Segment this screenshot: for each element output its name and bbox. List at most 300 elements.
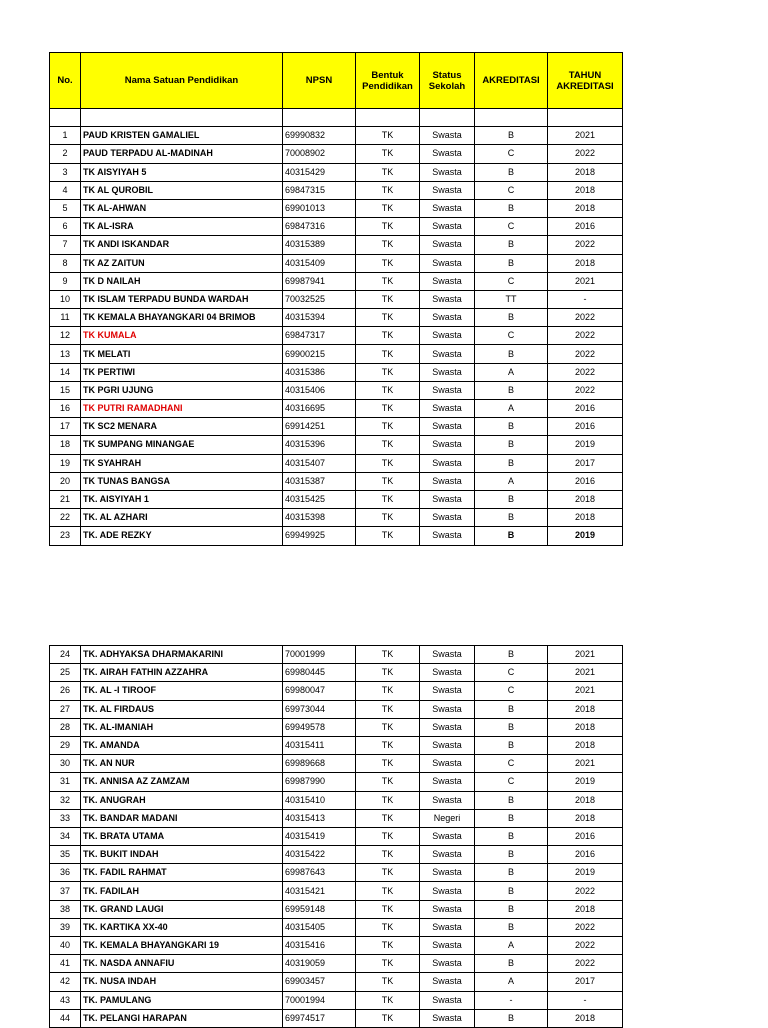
cell-tahun: 2019 [548, 773, 623, 791]
cell-nama: TK AL-ISRA [81, 218, 283, 236]
cell-npsn: 40315405 [283, 918, 356, 936]
spacer-row [50, 109, 623, 127]
cell-bentuk: TK [356, 773, 420, 791]
cell-akreditasi: C [475, 773, 548, 791]
cell-status: Swasta [420, 700, 475, 718]
table-row [50, 718, 623, 736]
table-row [50, 846, 623, 864]
cell-status: Negeri [420, 809, 475, 827]
cell-npsn: 69949925 [283, 527, 356, 545]
cell-no: 43 [50, 991, 81, 1009]
cell-nama: TK. AN NUR [81, 755, 283, 773]
cell-status: Swasta [420, 846, 475, 864]
cell-nama: TK KUMALA [81, 327, 283, 345]
cell-bentuk: TK [356, 973, 420, 991]
cell-tahun: 2016 [548, 400, 623, 418]
cell-no: 12 [50, 327, 81, 345]
cell-akreditasi: B [475, 509, 548, 527]
cell-bentuk: TK [356, 937, 420, 955]
cell-status: Swasta [420, 937, 475, 955]
cell-npsn: 40319059 [283, 955, 356, 973]
cell-npsn: 40315386 [283, 363, 356, 381]
table-row [50, 363, 623, 381]
cell-akreditasi: TT [475, 290, 548, 308]
cell-npsn: 40315409 [283, 254, 356, 272]
table-row [50, 199, 623, 217]
cell-tahun: 2018 [548, 181, 623, 199]
cell-no: 29 [50, 736, 81, 754]
cell-nama: TK PUTRI RAMADHANI [81, 400, 283, 418]
cell-tahun: 2018 [548, 1009, 623, 1027]
cell-akreditasi: B [475, 900, 548, 918]
cell-tahun: 2022 [548, 327, 623, 345]
cell-bentuk: TK [356, 682, 420, 700]
cell-no: 23 [50, 527, 81, 545]
cell-npsn: 40315396 [283, 436, 356, 454]
cell-no: 38 [50, 900, 81, 918]
cell-tahun: 2018 [548, 199, 623, 217]
table-row [50, 509, 623, 527]
table-row [50, 527, 623, 545]
cell-bentuk: TK [356, 218, 420, 236]
cell-status: Swasta [420, 827, 475, 845]
cell-bentuk: TK [356, 327, 420, 345]
cell-status: Swasta [420, 472, 475, 490]
cell-no: 37 [50, 882, 81, 900]
cell-bentuk: TK [356, 527, 420, 545]
cell-nama: TK. BRATA UTAMA [81, 827, 283, 845]
table-row [50, 327, 623, 345]
cell-akreditasi: C [475, 664, 548, 682]
cell-bentuk: TK [356, 827, 420, 845]
cell-status: Swasta [420, 773, 475, 791]
table-header-row [50, 53, 623, 109]
cell-nama: TK. GRAND LAUGI [81, 900, 283, 918]
cell-tahun: 2016 [548, 472, 623, 490]
header-status: Status Sekolah [420, 53, 475, 109]
table-row [50, 309, 623, 327]
cell-tahun: 2022 [548, 363, 623, 381]
table-row [50, 736, 623, 754]
cell-bentuk: TK [356, 509, 420, 527]
cell-tahun: 2018 [548, 736, 623, 754]
cell-npsn: 69989668 [283, 755, 356, 773]
cell-akreditasi: C [475, 218, 548, 236]
cell-npsn: 69980445 [283, 664, 356, 682]
table-row [50, 218, 623, 236]
cell-nama: TK ANDI ISKANDAR [81, 236, 283, 254]
cell-npsn: 40315387 [283, 472, 356, 490]
cell-akreditasi: - [475, 991, 548, 1009]
cell-nama: TK. BUKIT INDAH [81, 846, 283, 864]
cell-akreditasi: A [475, 363, 548, 381]
cell-nama: TK. PELANGI HARAPAN [81, 1009, 283, 1027]
cell-akreditasi: B [475, 736, 548, 754]
cell-npsn: 69987990 [283, 773, 356, 791]
cell-status: Swasta [420, 682, 475, 700]
cell-tahun: 2021 [548, 682, 623, 700]
table-row [50, 937, 623, 955]
cell-no: 1 [50, 127, 81, 145]
cell-bentuk: TK [356, 454, 420, 472]
cell-npsn: 69900215 [283, 345, 356, 363]
cell-bentuk: TK [356, 646, 420, 664]
cell-no: 28 [50, 718, 81, 736]
cell-tahun: 2018 [548, 718, 623, 736]
table-row [50, 900, 623, 918]
cell-akreditasi: B [475, 254, 548, 272]
cell-status: Swasta [420, 918, 475, 936]
cell-no: 19 [50, 454, 81, 472]
cell-bentuk: TK [356, 363, 420, 381]
cell-no: 33 [50, 809, 81, 827]
cell-no: 36 [50, 864, 81, 882]
cell-akreditasi: B [475, 454, 548, 472]
cell-nama: TK. NASDA ANNAFIU [81, 955, 283, 973]
cell-no: 21 [50, 490, 81, 508]
table-row [50, 1009, 623, 1027]
cell-tahun: 2021 [548, 646, 623, 664]
cell-tahun: 2022 [548, 955, 623, 973]
cell-status: Swasta [420, 236, 475, 254]
cell-akreditasi: B [475, 809, 548, 827]
cell-no: 35 [50, 846, 81, 864]
cell-akreditasi: B [475, 236, 548, 254]
table-row [50, 290, 623, 308]
cell-tahun: 2021 [548, 127, 623, 145]
cell-no: 3 [50, 163, 81, 181]
cell-status: Swasta [420, 400, 475, 418]
cell-nama: PAUD TERPADU AL-MADINAH [81, 145, 283, 163]
cell-akreditasi: B [475, 864, 548, 882]
cell-no: 15 [50, 381, 81, 399]
cell-bentuk: TK [356, 199, 420, 217]
cell-no: 24 [50, 646, 81, 664]
cell-tahun: 2022 [548, 236, 623, 254]
table-row [50, 918, 623, 936]
cell-akreditasi: A [475, 937, 548, 955]
cell-no: 5 [50, 199, 81, 217]
cell-bentuk: TK [356, 309, 420, 327]
cell-status: Swasta [420, 381, 475, 399]
cell-nama: TK. ADHYAKSA DHARMAKARINI [81, 646, 283, 664]
table-row [50, 827, 623, 845]
cell-bentuk: TK [356, 436, 420, 454]
cell-tahun: 2018 [548, 490, 623, 508]
cell-nama: TK D NAILAH [81, 272, 283, 290]
cell-tahun: 2022 [548, 345, 623, 363]
cell-bentuk: TK [356, 400, 420, 418]
table-row [50, 955, 623, 973]
cell-npsn: 40315429 [283, 163, 356, 181]
cell-nama: TK PERTIWI [81, 363, 283, 381]
cell-bentuk: TK [356, 700, 420, 718]
cell-status: Swasta [420, 718, 475, 736]
cell-tahun: 2019 [548, 436, 623, 454]
table-row [50, 400, 623, 418]
cell-bentuk: TK [356, 236, 420, 254]
cell-no: 13 [50, 345, 81, 363]
cell-tahun: 2019 [548, 864, 623, 882]
cell-status: Swasta [420, 272, 475, 290]
cell-status: Swasta [420, 127, 475, 145]
cell-no: 17 [50, 418, 81, 436]
cell-npsn: 69987941 [283, 272, 356, 290]
cell-nama: TK. ANUGRAH [81, 791, 283, 809]
cell-status: Swasta [420, 418, 475, 436]
cell-status: Swasta [420, 199, 475, 217]
cell-nama: TK SYAHRAH [81, 454, 283, 472]
cell-npsn: 69987643 [283, 864, 356, 882]
cell-akreditasi: B [475, 791, 548, 809]
cell-npsn: 40315407 [283, 454, 356, 472]
cell-nama: TK. ADE REZKY [81, 527, 283, 545]
header-npsn: NPSN [283, 53, 356, 109]
cell-nama: TK. AIRAH FATHIN AZZAHRA [81, 664, 283, 682]
cell-no: 2 [50, 145, 81, 163]
cell-npsn: 69959148 [283, 900, 356, 918]
school-table-page-1 [49, 52, 623, 546]
cell-tahun: 2016 [548, 218, 623, 236]
cell-tahun: 2022 [548, 918, 623, 936]
header-tahun: TAHUN AKREDITASI [548, 53, 623, 109]
cell-bentuk: TK [356, 755, 420, 773]
cell-bentuk: TK [356, 145, 420, 163]
cell-akreditasi: B [475, 700, 548, 718]
cell-status: Swasta [420, 900, 475, 918]
cell-nama: TK. AL-IMANIAH [81, 718, 283, 736]
cell-bentuk: TK [356, 272, 420, 290]
table-row [50, 490, 623, 508]
cell-akreditasi: B [475, 199, 548, 217]
cell-no: 7 [50, 236, 81, 254]
cell-npsn: 40315422 [283, 846, 356, 864]
table-row [50, 345, 623, 363]
table-row [50, 454, 623, 472]
cell-no: 32 [50, 791, 81, 809]
cell-bentuk: TK [356, 127, 420, 145]
table-row [50, 254, 623, 272]
cell-nama: TK AL-AHWAN [81, 199, 283, 217]
cell-tahun: 2022 [548, 145, 623, 163]
cell-status: Swasta [420, 664, 475, 682]
cell-no: 20 [50, 472, 81, 490]
cell-akreditasi: B [475, 436, 548, 454]
cell-bentuk: TK [356, 181, 420, 199]
table-row [50, 163, 623, 181]
table-body-2 [50, 646, 623, 1028]
cell-tahun: 2018 [548, 254, 623, 272]
cell-tahun: - [548, 290, 623, 308]
cell-status: Swasta [420, 327, 475, 345]
cell-npsn: 70032525 [283, 290, 356, 308]
cell-no: 39 [50, 918, 81, 936]
cell-bentuk: TK [356, 664, 420, 682]
cell-bentuk: TK [356, 882, 420, 900]
cell-nama: TK. PAMULANG [81, 991, 283, 1009]
cell-npsn: 40315425 [283, 490, 356, 508]
cell-status: Swasta [420, 973, 475, 991]
cell-no: 4 [50, 181, 81, 199]
cell-tahun: 2021 [548, 272, 623, 290]
cell-status: Swasta [420, 345, 475, 363]
cell-akreditasi: C [475, 272, 548, 290]
cell-no: 44 [50, 1009, 81, 1027]
table-row [50, 472, 623, 490]
cell-nama: TK SUMPANG MINANGAE [81, 436, 283, 454]
cell-akreditasi: B [475, 1009, 548, 1027]
cell-akreditasi: B [475, 955, 548, 973]
cell-nama: TK. NUSA INDAH [81, 973, 283, 991]
cell-npsn: 69847317 [283, 327, 356, 345]
cell-akreditasi: B [475, 882, 548, 900]
cell-nama: TK. FADIL RAHMAT [81, 864, 283, 882]
cell-status: Swasta [420, 755, 475, 773]
cell-npsn: 69973044 [283, 700, 356, 718]
cell-no: 30 [50, 755, 81, 773]
cell-bentuk: TK [356, 718, 420, 736]
cell-status: Swasta [420, 646, 475, 664]
cell-akreditasi: B [475, 490, 548, 508]
cell-akreditasi: C [475, 181, 548, 199]
school-table-page-2 [49, 645, 623, 1028]
cell-no: 18 [50, 436, 81, 454]
cell-tahun: 2018 [548, 791, 623, 809]
table-row [50, 973, 623, 991]
cell-npsn: 70001994 [283, 991, 356, 1009]
cell-npsn: 40315411 [283, 736, 356, 754]
cell-bentuk: TK [356, 791, 420, 809]
cell-bentuk: TK [356, 864, 420, 882]
cell-npsn: 69914251 [283, 418, 356, 436]
table-row [50, 700, 623, 718]
cell-nama: TK. ANNISA AZ ZAMZAM [81, 773, 283, 791]
header-no: No. [50, 53, 81, 109]
cell-akreditasi: B [475, 646, 548, 664]
cell-npsn: 69974517 [283, 1009, 356, 1027]
cell-akreditasi: B [475, 345, 548, 363]
cell-status: Swasta [420, 991, 475, 1009]
cell-status: Swasta [420, 163, 475, 181]
cell-bentuk: TK [356, 846, 420, 864]
cell-no: 10 [50, 290, 81, 308]
cell-nama: TK AL QUROBIL [81, 181, 283, 199]
cell-akreditasi: C [475, 145, 548, 163]
cell-status: Swasta [420, 436, 475, 454]
cell-bentuk: TK [356, 955, 420, 973]
cell-status: Swasta [420, 1009, 475, 1027]
cell-nama: TK. KARTIKA XX-40 [81, 918, 283, 936]
header-akreditasi: AKREDITASI [475, 53, 548, 109]
cell-tahun: 2016 [548, 418, 623, 436]
cell-nama: TK. BANDAR MADANI [81, 809, 283, 827]
cell-bentuk: TK [356, 381, 420, 399]
cell-tahun: 2018 [548, 509, 623, 527]
cell-nama: TK. AL AZHARI [81, 509, 283, 527]
cell-npsn: 69980047 [283, 682, 356, 700]
cell-tahun: - [548, 991, 623, 1009]
cell-npsn: 40316695 [283, 400, 356, 418]
cell-tahun: 2018 [548, 900, 623, 918]
cell-tahun: 2018 [548, 163, 623, 181]
cell-tahun: 2022 [548, 882, 623, 900]
cell-bentuk: TK [356, 345, 420, 363]
table-row [50, 145, 623, 163]
cell-no: 8 [50, 254, 81, 272]
cell-tahun: 2017 [548, 454, 623, 472]
cell-akreditasi: A [475, 400, 548, 418]
cell-akreditasi: B [475, 827, 548, 845]
cell-akreditasi: B [475, 309, 548, 327]
cell-akreditasi: C [475, 682, 548, 700]
cell-tahun: 2018 [548, 700, 623, 718]
table-row [50, 181, 623, 199]
cell-akreditasi: B [475, 527, 548, 545]
cell-npsn: 40315421 [283, 882, 356, 900]
table-row [50, 809, 623, 827]
cell-no: 6 [50, 218, 81, 236]
cell-akreditasi: B [475, 127, 548, 145]
cell-akreditasi: C [475, 755, 548, 773]
table-row [50, 418, 623, 436]
cell-status: Swasta [420, 363, 475, 381]
cell-no: 26 [50, 682, 81, 700]
cell-nama: TK. KEMALA BHAYANGKARI 19 [81, 937, 283, 955]
cell-bentuk: TK [356, 472, 420, 490]
cell-tahun: 2022 [548, 309, 623, 327]
cell-no: 16 [50, 400, 81, 418]
cell-akreditasi: B [475, 846, 548, 864]
cell-bentuk: TK [356, 809, 420, 827]
cell-npsn: 69847315 [283, 181, 356, 199]
cell-npsn: 70008902 [283, 145, 356, 163]
cell-bentuk: TK [356, 163, 420, 181]
cell-status: Swasta [420, 454, 475, 472]
cell-bentuk: TK [356, 900, 420, 918]
table-row [50, 773, 623, 791]
cell-nama: TK AISYIYAH 5 [81, 163, 283, 181]
cell-tahun: 2021 [548, 664, 623, 682]
cell-akreditasi: C [475, 327, 548, 345]
cell-status: Swasta [420, 309, 475, 327]
table-row [50, 682, 623, 700]
table-row [50, 664, 623, 682]
cell-npsn: 70001999 [283, 646, 356, 664]
header-bentuk: Bentuk Pendidikan [356, 53, 420, 109]
cell-bentuk: TK [356, 991, 420, 1009]
cell-no: 34 [50, 827, 81, 845]
cell-tahun: 2016 [548, 827, 623, 845]
cell-npsn: 69903457 [283, 973, 356, 991]
cell-npsn: 69901013 [283, 199, 356, 217]
table-row [50, 864, 623, 882]
cell-akreditasi: B [475, 163, 548, 181]
cell-status: Swasta [420, 882, 475, 900]
cell-status: Swasta [420, 509, 475, 527]
cell-npsn: 69847316 [283, 218, 356, 236]
cell-npsn: 69990832 [283, 127, 356, 145]
cell-tahun: 2018 [548, 809, 623, 827]
cell-npsn: 40315416 [283, 937, 356, 955]
cell-akreditasi: B [475, 381, 548, 399]
cell-npsn: 40315394 [283, 309, 356, 327]
cell-tahun: 2021 [548, 755, 623, 773]
table-row [50, 236, 623, 254]
cell-nama: TK KEMALA BHAYANGKARI 04 BRIMOB [81, 309, 283, 327]
cell-bentuk: TK [356, 418, 420, 436]
table-row [50, 791, 623, 809]
cell-status: Swasta [420, 145, 475, 163]
